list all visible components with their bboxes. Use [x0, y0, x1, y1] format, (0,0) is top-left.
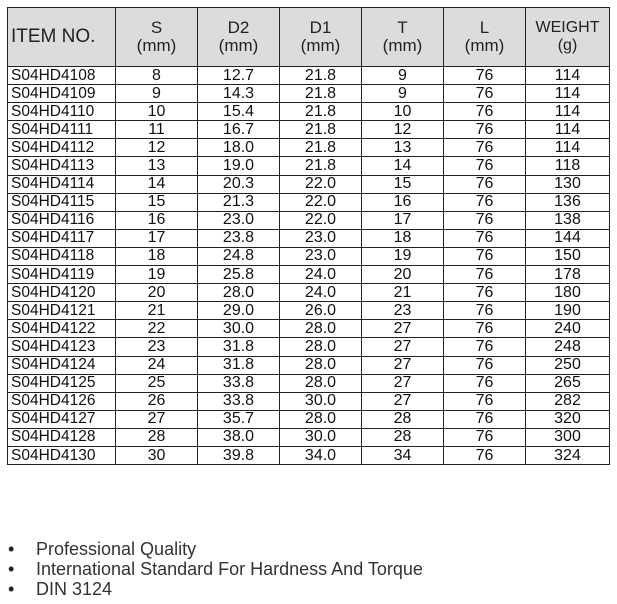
weight-cell: 240	[526, 320, 610, 338]
l-cell: 76	[444, 175, 526, 193]
feature-list	[8, 539, 423, 599]
item-no-cell: S04HD4115	[8, 193, 116, 211]
l-cell: 76	[444, 121, 526, 139]
d1-cell: 21.8	[280, 103, 362, 121]
header-unit: (mm)	[136, 36, 177, 55]
table-row	[8, 229, 610, 247]
d2-cell: 38.0	[198, 428, 280, 446]
d2-cell: 19.0	[198, 157, 280, 175]
d1-cell: 28.0	[280, 338, 362, 356]
weight-cell: 130	[526, 175, 610, 193]
s-cell: 23	[116, 338, 198, 356]
d2-cell: 12.7	[198, 67, 280, 85]
d1-cell: 23.0	[280, 229, 362, 247]
weight-cell: 324	[526, 446, 610, 464]
l-cell: 76	[444, 211, 526, 229]
l-cell: 76	[444, 338, 526, 356]
header-unit: (mm)	[464, 36, 505, 55]
weight-cell: 250	[526, 356, 610, 374]
item-no-cell: S04HD4108	[8, 67, 116, 85]
feature-item	[8, 579, 423, 599]
weight-cell: 190	[526, 302, 610, 320]
table-row	[8, 103, 610, 121]
d1-cell: 21.8	[280, 67, 362, 85]
item-no-cell: S04HD4110	[8, 103, 116, 121]
feature-text: DIN 3124	[36, 579, 113, 599]
item-no-cell: S04HD4119	[8, 266, 116, 284]
weight-cell: 114	[526, 103, 610, 121]
d1-cell: 34.0	[280, 446, 362, 464]
d2-cell: 29.0	[198, 302, 280, 320]
d1-cell: 28.0	[280, 374, 362, 392]
d1-cell: 28.0	[280, 356, 362, 374]
s-cell: 13	[116, 157, 198, 175]
l-cell: 76	[444, 446, 526, 464]
l-cell: 76	[444, 410, 526, 428]
l-cell: 76	[444, 302, 526, 320]
d1-cell: 30.0	[280, 428, 362, 446]
t-cell: 28	[362, 428, 444, 446]
l-cell: 76	[444, 320, 526, 338]
table-row	[8, 428, 610, 446]
table-row	[8, 175, 610, 193]
table-row	[8, 211, 610, 229]
s-cell: 8	[116, 67, 198, 85]
weight-cell: 265	[526, 374, 610, 392]
s-cell: 24	[116, 356, 198, 374]
l-cell: 76	[444, 67, 526, 85]
header-unit: (g)	[557, 37, 578, 54]
s-cell: 16	[116, 211, 198, 229]
t-cell: 20	[362, 266, 444, 284]
item-no-cell: S04HD4128	[8, 428, 116, 446]
weight-cell: 320	[526, 410, 610, 428]
t-cell: 19	[362, 247, 444, 265]
t-cell: 23	[362, 302, 444, 320]
table-row	[8, 410, 610, 428]
t-cell: 16	[362, 193, 444, 211]
weight-cell: 114	[526, 139, 610, 157]
weight-cell: 150	[526, 247, 610, 265]
weight-cell: 114	[526, 85, 610, 103]
d1-cell: 26.0	[280, 302, 362, 320]
item-no-cell: S04HD4113	[8, 157, 116, 175]
d2-cell: 31.8	[198, 338, 280, 356]
d1-cell: 28.0	[280, 410, 362, 428]
header-label: T	[397, 18, 408, 37]
d2-cell: 33.8	[198, 374, 280, 392]
item-no-cell: S04HD4127	[8, 410, 116, 428]
item-no-cell: S04HD4117	[8, 229, 116, 247]
weight-cell: 248	[526, 338, 610, 356]
t-cell: 14	[362, 157, 444, 175]
item-no-cell: S04HD4111	[8, 121, 116, 139]
table-row	[8, 356, 610, 374]
l-cell: 76	[444, 193, 526, 211]
t-cell: 34	[362, 446, 444, 464]
d2-cell: 14.3	[198, 85, 280, 103]
weight-cell: 180	[526, 284, 610, 302]
s-cell: 10	[116, 103, 198, 121]
d1-cell: 30.0	[280, 392, 362, 410]
d2-cell: 30.0	[198, 320, 280, 338]
header-d2	[198, 8, 280, 67]
weight-cell: 118	[526, 157, 610, 175]
table-row	[8, 121, 610, 139]
table-row	[8, 67, 610, 85]
l-cell: 76	[444, 103, 526, 121]
weight-cell: 178	[526, 266, 610, 284]
s-cell: 18	[116, 247, 198, 265]
d2-cell: 15.4	[198, 103, 280, 121]
bullet-icon: •	[8, 559, 15, 579]
d1-cell: 24.0	[280, 284, 362, 302]
t-cell: 17	[362, 211, 444, 229]
s-cell: 28	[116, 428, 198, 446]
item-no-cell: S04HD4121	[8, 302, 116, 320]
table-row	[8, 266, 610, 284]
header-d1	[280, 8, 362, 67]
table-row	[8, 302, 610, 320]
l-cell: 76	[444, 428, 526, 446]
weight-cell: 136	[526, 193, 610, 211]
t-cell: 13	[362, 139, 444, 157]
d1-cell: 21.8	[280, 139, 362, 157]
item-no-cell: S04HD4122	[8, 320, 116, 338]
header-unit: (mm)	[382, 36, 423, 55]
table-row	[8, 446, 610, 464]
s-cell: 17	[116, 229, 198, 247]
s-cell: 27	[116, 410, 198, 428]
l-cell: 76	[444, 266, 526, 284]
feature-text: International Standard For Hardness And Torque	[36, 559, 423, 579]
t-cell: 12	[362, 121, 444, 139]
l-cell: 76	[444, 284, 526, 302]
d1-cell: 22.0	[280, 193, 362, 211]
s-cell: 26	[116, 392, 198, 410]
d2-cell: 28.0	[198, 284, 280, 302]
item-no-cell: S04HD4114	[8, 175, 116, 193]
s-cell: 25	[116, 374, 198, 392]
t-cell: 28	[362, 410, 444, 428]
item-no-cell: S04HD4116	[8, 211, 116, 229]
d2-cell: 20.3	[198, 175, 280, 193]
table-header	[8, 8, 610, 67]
table-row	[8, 374, 610, 392]
d2-cell: 33.8	[198, 392, 280, 410]
d1-cell: 23.0	[280, 247, 362, 265]
d1-cell: 22.0	[280, 175, 362, 193]
feature-item	[8, 559, 423, 579]
header-unit: (mm)	[300, 36, 341, 55]
weight-cell: 114	[526, 121, 610, 139]
t-cell: 27	[362, 356, 444, 374]
item-no-cell: S04HD4118	[8, 247, 116, 265]
item-no-cell: S04HD4112	[8, 139, 116, 157]
feature-item	[8, 539, 423, 559]
s-cell: 9	[116, 85, 198, 103]
t-cell: 27	[362, 374, 444, 392]
header-item-no	[8, 8, 116, 67]
s-cell: 30	[116, 446, 198, 464]
header-weight	[526, 8, 610, 67]
table-body	[8, 67, 610, 465]
bullet-icon: •	[8, 579, 15, 599]
d1-cell: 21.8	[280, 85, 362, 103]
d2-cell: 21.3	[198, 193, 280, 211]
d2-cell: 39.8	[198, 446, 280, 464]
t-cell: 18	[362, 229, 444, 247]
d1-cell: 22.0	[280, 211, 362, 229]
t-cell: 9	[362, 67, 444, 85]
d1-cell: 24.0	[280, 266, 362, 284]
l-cell: 76	[444, 139, 526, 157]
l-cell: 76	[444, 157, 526, 175]
header-t	[362, 8, 444, 67]
t-cell: 9	[362, 85, 444, 103]
item-no-cell: S04HD4125	[8, 374, 116, 392]
header-label: D2	[227, 18, 250, 37]
s-cell: 20	[116, 284, 198, 302]
t-cell: 27	[362, 338, 444, 356]
s-cell: 21	[116, 302, 198, 320]
d2-cell: 24.8	[198, 247, 280, 265]
t-cell: 10	[362, 103, 444, 121]
l-cell: 76	[444, 229, 526, 247]
table-row	[8, 85, 610, 103]
header-label: D1	[309, 18, 332, 37]
s-cell: 19	[116, 266, 198, 284]
weight-cell: 114	[526, 67, 610, 85]
d2-cell: 31.8	[198, 356, 280, 374]
t-cell: 15	[362, 175, 444, 193]
s-cell: 11	[116, 121, 198, 139]
l-cell: 76	[444, 247, 526, 265]
l-cell: 76	[444, 85, 526, 103]
s-cell: 15	[116, 193, 198, 211]
t-cell: 27	[362, 392, 444, 410]
table-row	[8, 193, 610, 211]
s-cell: 14	[116, 175, 198, 193]
header-label: L	[479, 18, 490, 37]
d2-cell: 25.8	[198, 266, 280, 284]
item-no-cell: S04HD4123	[8, 338, 116, 356]
weight-cell: 144	[526, 229, 610, 247]
item-no-cell: S04HD4124	[8, 356, 116, 374]
spec-table	[7, 7, 610, 465]
table-row	[8, 320, 610, 338]
weight-cell: 138	[526, 211, 610, 229]
l-cell: 76	[444, 356, 526, 374]
t-cell: 21	[362, 284, 444, 302]
d2-cell: 18.0	[198, 139, 280, 157]
table-row	[8, 139, 610, 157]
item-no-cell: S04HD4109	[8, 85, 116, 103]
item-no-cell: S04HD4120	[8, 284, 116, 302]
weight-cell: 300	[526, 428, 610, 446]
d1-cell: 28.0	[280, 320, 362, 338]
s-cell: 22	[116, 320, 198, 338]
bullet-icon: •	[8, 539, 15, 559]
header-label: ITEM NO.	[11, 26, 96, 47]
d1-cell: 21.8	[280, 121, 362, 139]
s-cell: 12	[116, 139, 198, 157]
l-cell: 76	[444, 392, 526, 410]
item-no-cell: S04HD4126	[8, 392, 116, 410]
header-label: S	[150, 18, 163, 37]
d2-cell: 23.8	[198, 229, 280, 247]
t-cell: 27	[362, 320, 444, 338]
d1-cell: 21.8	[280, 157, 362, 175]
header-unit: (mm)	[218, 36, 259, 55]
header-row	[8, 8, 610, 67]
table-row	[8, 247, 610, 265]
weight-cell: 282	[526, 392, 610, 410]
l-cell: 76	[444, 374, 526, 392]
d2-cell: 23.0	[198, 211, 280, 229]
header-label: WEIGHT	[535, 19, 600, 36]
feature-text: Professional Quality	[36, 539, 197, 559]
d2-cell: 16.7	[198, 121, 280, 139]
header-l	[444, 8, 526, 67]
table-row	[8, 284, 610, 302]
item-no-cell: S04HD4130	[8, 446, 116, 464]
d2-cell: 35.7	[198, 410, 280, 428]
table-row	[8, 392, 610, 410]
header-s	[116, 8, 198, 67]
table-row	[8, 338, 610, 356]
table-row	[8, 157, 610, 175]
